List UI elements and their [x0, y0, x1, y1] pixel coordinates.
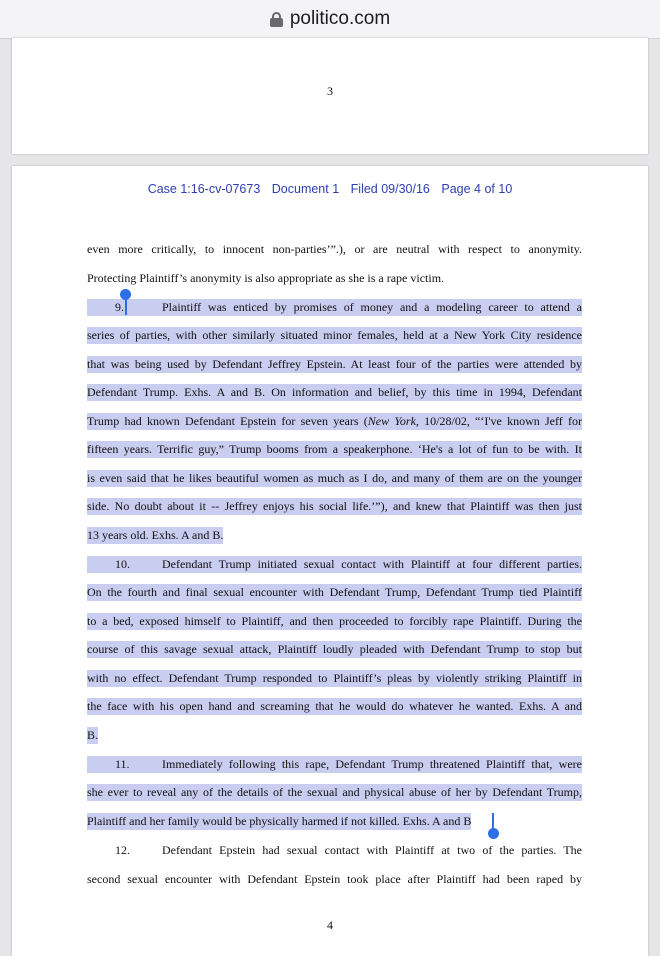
text-line: with no effect. Defendant Trump responded to Plaintiff’s pleas by violently striking Plaintiff in [87, 671, 582, 685]
pdf-page-3 [12, 38, 648, 154]
text-line: is even said that he likes beautiful women as much as I do, and many of them are on the younger [87, 471, 582, 485]
text-line: fifteen years. Terrific guy,” Trump booms from a speakerphone. ‘He's a lot of fun to be with. It [87, 442, 582, 456]
text-line: second sexual encounter with Defendant Epstein took place after Plaintiff had been raped by [87, 872, 582, 886]
text-line: 13 years old. Exhs. A and B. [87, 528, 224, 542]
text-line: Protecting Plaintiff’s anonymity is also appropriate as she is a rape victim. [87, 271, 445, 285]
text-line: the face with his open hand and screaming that he would do whatever he wanted. Exhs. A and [87, 699, 582, 713]
text-line: course of this savage sexual attack, Plaintiff loudly pleaded with Defendant Trump to stop but [87, 642, 582, 656]
text-line: side. No doubt about it -- Jeffrey enjoys his social life.’”), and knew that Plaintiff was then just [87, 499, 582, 513]
page-number: 4 [327, 918, 333, 932]
paragraph-number: 10. [115, 557, 130, 571]
page-indicator: Page 4 of 10 [441, 182, 513, 196]
text-line: she ever to reveal any of the details of the sexual and physical abuse of her by Defendant Trump, [87, 785, 582, 799]
text-line: Trump had known Defendant Epstein for seven years (New York, 10/28/02, “‘I've known Jeff for [87, 414, 583, 428]
text-line-para-11: 11. Immediately following this rape, Defendant Trump threatened Plaintiff that, were [87, 756, 582, 773]
paragraph-number: 12. [115, 843, 130, 857]
selection-start-caret[interactable] [125, 298, 127, 315]
browser-address-bar[interactable] [0, 0, 660, 39]
paragraph-number: 11. [115, 757, 130, 771]
text-line-para-12: 12. Defendant Epstein had sexual contact with Plaintiff at two of the parties. The [115, 843, 582, 857]
document-number: Document 1 [271, 182, 340, 196]
text-line: to a bed, exposed himself to Plaintiff, and then proceeded to forcibly rape Plaintiff. During the [87, 614, 582, 628]
case-header [12, 182, 648, 196]
selection-end-handle[interactable] [488, 828, 499, 839]
page-number: 3 [327, 84, 333, 98]
text-line: even more critically, to innocent non-parties’”.), or are neutral with respect to anonymity. [87, 242, 582, 256]
text-line-para-10: 10. Defendant Trump initiated sexual contact with Plaintiff at four different parties. [87, 556, 582, 573]
case-number: Case 1:16-cv-07673 [147, 182, 261, 196]
text-line: series of parties, with other similarly situated minor females, held at a New York City residence [87, 328, 582, 342]
text-line-para-9: 9. Plaintiff was enticed by promises of money and a modeling career to attend a [87, 299, 582, 316]
text-line: On the fourth and final sexual encounter with Defendant Trump, Defendant Trump tied Plaintiff [87, 585, 582, 599]
text-line: B. [87, 728, 99, 742]
text-line: Plaintiff and her family would be physically harmed if not killed. Exhs. A and B [87, 814, 472, 828]
lock-icon [270, 12, 283, 27]
paragraph-number: 9. [115, 300, 124, 314]
pdf-page-4 [12, 166, 648, 956]
text-line: Defendant Trump. Exhs. A and B. On information and belief, by this time in 1994, Defendant [87, 385, 582, 399]
text-line: that was being used by Defendant Jeffrey Epstein. At least four of the parties were attended by [87, 357, 582, 371]
url-display[interactable] [270, 8, 390, 30]
domain-text: politico.com [289, 8, 391, 29]
filed-date: Filed 09/30/16 [350, 182, 430, 196]
